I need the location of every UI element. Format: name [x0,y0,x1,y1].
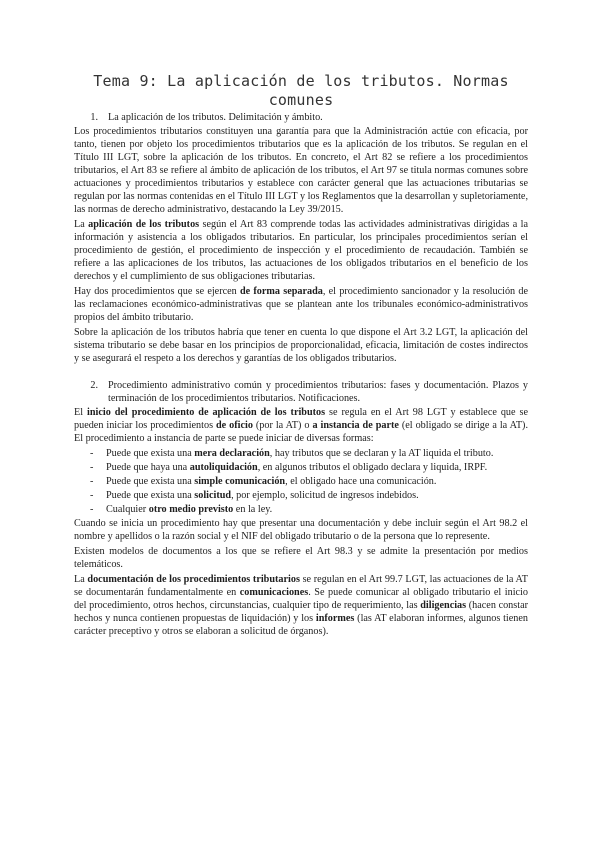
paragraph-8: La documentación de los procedimientos tributarios se regulan en el Art 99.7 LGT, las actuaciones de la AT se documentarán fundamentalmente en comunicaciones. Se puede comunicar al obligado tributario el inicio del procedimiento, otros hechos, circunstancias, cualquier tipo de requerimiento, las diligencias (hacen constar hechos y nunca contienen propuestas de liquidación) y los informes (las AT elaboran informes, algunos tienen carácter preceptivo y otros se elaboran a solicitud de órganos). [74,574,528,637]
bold-term: informes [315,613,355,624]
section-1-title: La aplicación de los tributos. Delimitación y ámbito. [108,112,323,123]
paragraph-6: Cuando se inicia un procedimiento hay que presentar una documentación y debe incluir según el Art 98.2 el nombre y apellidos o la razón social y el NIF del obligado tributario o de la persona que lo represente. [74,518,528,542]
dash-bullet: - [90,476,94,487]
dash-bullet: - [90,448,94,459]
list-item: - Puede que exista una mera declaración, hay tributos que se declaran y la AT liquida el tributo. [74,447,528,460]
paragraph-2: La aplicación de los tributos según el Art 83 comprende todas las actividades administrativas dirigidas a la información y asistencia a los obligados tributarios. En particular, los principales procedimientos serían el procedimiento de gestión, el procedimiento de inspección y el procedimiento de recaudación. También se refiere a las aplicaciones de los tributos, las actuaciones de los obligados tributarios en el beneficio de los derechos y el cumplimiento de sus obligaciones tributarias. [74,219,528,282]
paragraph-7: Existen modelos de documentos a los que se refiere el Art 98.3 y se admite la presentación por medios telemáticos. [74,546,528,570]
paragraph-4: Sobre la aplicación de los tributos habría que tener en cuenta lo que dispone el Art 3.2 LGT, la aplicación del sistema tributario se debe basar en los principios de proporcionalidad, eficacia, limitación de costes indirectos y se asegurará el respeto a los derechos y garantías de los obligados tributarios. [74,327,528,364]
list-item: - Puede que exista una solicitud, por ejemplo, solicitud de ingresos indebidos. [74,489,528,502]
section-2-number: 2. [90,380,98,391]
bold-term: diligencias [420,600,467,611]
document-page [74,72,528,640]
bold-term: aplicación de los tributos [88,219,200,230]
spacer [74,367,528,379]
section-1-number: 1. [90,112,98,123]
dash-bullet: - [90,462,94,473]
paragraph-1: Los procedimientos tributarios constituyen una garantía para que la Administración actúe con eficacia, por tanto, tienen por objeto los procedimientos tributarios que es la aplicación de los tributos. Se regulan en el Título III LGT, sobre la aplicación de los tributos. En concreto, el Art 82 se refiere a los procedimientos tributarios, el Art 83 se refiere al ámbito de aplicación de los tributos, el Art 97 se titula normas comunes sobre actuaciones y procedimientos tributarios y establece con carácter general que las actuaciones tributarias se regulan por las normas contenidas en el Título III LGT y los Reglamentos que la desarrollan y supletoriamente, las normas de derecho administrativo, destacando la Ley 39/2015. [74,126,528,215]
bold-term: de forma separada [239,286,323,297]
section-1-heading [74,111,528,124]
dash-bullet: - [90,490,94,501]
section-2-heading [74,379,528,405]
list-item: - Puede que exista una simple comunicación, el obligado hace una comunicación. [74,475,528,488]
bold-term: comunicaciones [239,587,309,598]
paragraph-5: El inicio del procedimiento de aplicación de los tributos se regula en el Art 98 LGT y establece que se pueden iniciar los procedimientos de oficio (por la AT) o a instancia de parte (el obligado se dirige a la AT). El procedimiento a instancia de parte se puede iniciar de diversas formas: [74,407,528,444]
list-item: - Cualquier otro medio previsto en la ley. [74,503,528,516]
bold-term: de oficio [216,420,253,431]
bold-term: documentación de los procedimientos tributarios [87,574,300,585]
bold-term: inicio del procedimiento de aplicación de los tributos [87,407,326,418]
list-item: - Puede que haya una autoliquidación, en algunos tributos el obligado declara y liquida, IRPF. [74,461,528,474]
dash-bullet: - [90,504,94,515]
bold-term: a instancia de parte [312,420,399,431]
initiation-forms-list [74,447,528,516]
section-2-title: Procedimiento administrativo común y procedimientos tributarios: fases y documentación. Plazos y terminación de los procedimientos tributarios. Notificaciones. [108,380,528,404]
paragraph-3: Hay dos procedimientos que se ejercen de forma separada, el procedimiento sancionador y la resolución de las reclamaciones económico-administrativas que se plantean ante los tribunales económico-administrativos propios del ámbito tributario. [74,286,528,323]
page-title: Tema 9: La aplicación de los tributos. Normas comunes [93,72,509,109]
